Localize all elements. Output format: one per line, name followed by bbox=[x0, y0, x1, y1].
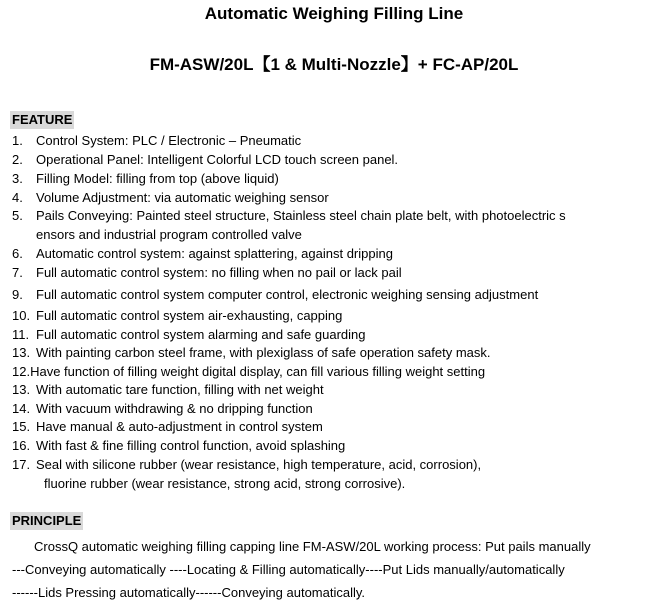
model-title: FM-ASW/20L【1 & Multi-Nozzle】+ FC-AP/20L bbox=[149, 55, 519, 74]
feature-item bbox=[12, 151, 660, 169]
item-text: Have manual & auto-adjustment in control system bbox=[36, 419, 323, 434]
principle-line-2: ---Conveying automatically ----Locating & Filling automatically----Put Lids manually/automatically bbox=[12, 562, 565, 577]
item-number: 4. bbox=[12, 190, 23, 205]
item-text: Full automatic control system alarming and safe guarding bbox=[36, 327, 366, 342]
feature-item bbox=[12, 286, 660, 304]
feature-item bbox=[12, 344, 660, 362]
feature-item bbox=[12, 170, 660, 188]
item-number: 1. bbox=[12, 133, 23, 148]
feature-heading: FEATURE bbox=[12, 112, 73, 127]
item-text: Filling Model: filling from top (above liquid) bbox=[36, 171, 279, 186]
item-number: 17. bbox=[12, 457, 31, 472]
item-number: 9. bbox=[12, 287, 23, 302]
item-number: 10. bbox=[12, 308, 31, 323]
item-number: 5. bbox=[12, 208, 23, 223]
item-text: Full automatic control system air-exhausting, capping bbox=[36, 308, 343, 323]
item-text: Full automatic control system: no filling when no pail or lack pail bbox=[36, 265, 402, 280]
feature-item bbox=[12, 189, 660, 207]
item-number: 2. bbox=[12, 152, 23, 167]
feature-item bbox=[12, 132, 660, 150]
item-text: Pails Conveying: Painted steel structure, Stainless steel chain plate belt, with photoelectric s bbox=[36, 208, 566, 223]
feature-item bbox=[12, 456, 660, 474]
principle-line-1: CrossQ automatic weighing filling capping line FM-ASW/20L working process: Put pails manually bbox=[34, 539, 591, 554]
item-text: With fast & fine filling control function, avoid splashing bbox=[36, 438, 346, 453]
feature-item bbox=[12, 326, 660, 344]
item-continuation: ensors and industrial program controlled valve bbox=[36, 227, 302, 242]
principle-line-3: ------Lids Pressing automatically------Conveying automatically. bbox=[12, 585, 366, 600]
item-number: 13. bbox=[12, 382, 31, 397]
item-text: Full automatic control system computer control, electronic weighing sensing adjustment bbox=[36, 287, 539, 302]
feature-item bbox=[12, 307, 660, 325]
feature-item bbox=[12, 418, 660, 436]
item-text: Operational Panel: Intelligent Colorful LCD touch screen panel. bbox=[36, 152, 399, 167]
feature-item bbox=[12, 437, 660, 455]
feature-item bbox=[12, 381, 660, 399]
feature-item bbox=[12, 363, 660, 381]
feature-item bbox=[12, 207, 660, 225]
item-number: 15. bbox=[12, 419, 31, 434]
item-number: 6. bbox=[12, 246, 23, 261]
item-text: With painting carbon steel frame, with plexiglass of safe operation safety mask. bbox=[36, 345, 491, 360]
item-text: Seal with silicone rubber (wear resistance, high temperature, acid, corrosion), bbox=[36, 457, 482, 472]
item-number: 16. bbox=[12, 438, 31, 453]
item-number: 11. bbox=[12, 327, 30, 342]
feature-item bbox=[12, 400, 660, 418]
item-text: Automatic control system: against splattering, against dripping bbox=[36, 246, 393, 261]
principle-heading: PRINCIPLE bbox=[12, 513, 82, 528]
feature-item bbox=[12, 245, 660, 263]
item-number: 3. bbox=[12, 171, 23, 186]
item-text: Control System: PLC / Electronic – Pneumatic bbox=[36, 133, 302, 148]
item-number: 7. bbox=[12, 265, 23, 280]
item-number: 14. bbox=[12, 401, 31, 416]
item-number: 12. bbox=[12, 364, 31, 379]
item-continuation: fluorine rubber (wear resistance, strong acid, strong corrosive). bbox=[44, 476, 406, 491]
feature-item bbox=[12, 264, 660, 282]
document-title: Automatic Weighing Filling Line bbox=[204, 4, 464, 23]
item-text: Volume Adjustment: via automatic weighing sensor bbox=[36, 190, 329, 205]
item-text: With vacuum withdrawing & no dripping function bbox=[36, 401, 313, 416]
item-number: 13. bbox=[12, 345, 31, 360]
item-text: Have function of filling weight digital display, can fill various filling weight setting bbox=[30, 364, 486, 379]
item-text: With automatic tare function, filling with net weight bbox=[36, 382, 324, 397]
